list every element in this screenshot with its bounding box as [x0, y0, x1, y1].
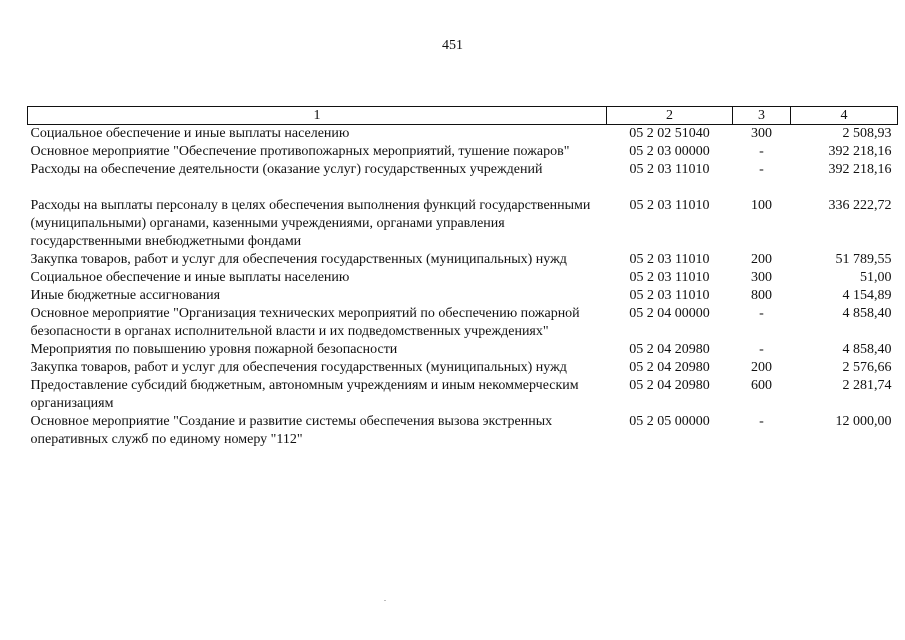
row-name: Мероприятия по повышению уровня пожарной безопасности — [30, 342, 398, 357]
row-code: 05 2 02 51040 — [629, 126, 710, 141]
header-col-type: 3 — [733, 107, 791, 125]
table-row — [28, 143, 898, 161]
page-number: 451 — [442, 38, 463, 53]
row-code: 05 2 04 20980 — [629, 378, 710, 393]
table-row — [28, 125, 898, 144]
row-name: Предоставление субсидий бюджетным, автономным учреждениям и иным некоммерческим организациям — [30, 378, 579, 411]
row-code: 05 2 03 00000 — [629, 144, 710, 159]
row-amount: 4 154,89 — [842, 288, 892, 303]
row-amount: 51 789,55 — [835, 252, 892, 267]
row-name: Закупка товаров, работ и услуг для обеспечения государственных (муниципальных) нужд — [30, 252, 567, 267]
table-row — [28, 413, 898, 449]
row-amount: 392 218,16 — [828, 162, 892, 177]
scan-speck — [384, 600, 386, 601]
row-amount: 4 858,40 — [842, 342, 892, 357]
row-name: Расходы на выплаты персоналу в целях обеспечения выполнения функций государственными (муниципальными) органами, казенными учреждениями, органами управления государственными внебюджетными фондами — [30, 198, 591, 249]
row-code: 05 2 03 11010 — [629, 252, 710, 267]
table-row — [28, 197, 898, 251]
row-type: 300 — [751, 270, 772, 285]
row-amount: 2 281,74 — [842, 378, 892, 393]
row-code: 05 2 05 00000 — [629, 414, 710, 429]
row-amount: 392 218,16 — [828, 144, 892, 159]
row-amount: 51,00 — [860, 270, 892, 285]
row-amount: 2 576,66 — [842, 360, 892, 375]
table-header-row — [28, 107, 898, 125]
row-code: 05 2 03 11010 — [629, 198, 710, 213]
row-amount: 2 508,93 — [842, 126, 892, 141]
header-col-amount: 4 — [791, 107, 898, 125]
row-type: 600 — [751, 378, 772, 393]
row-type: - — [759, 342, 764, 357]
row-name: Расходы на обеспечение деятельности (оказание услуг) государственных учреждений — [30, 162, 543, 177]
table-row — [28, 377, 898, 413]
row-type: 200 — [751, 252, 772, 267]
row-name: Основное мероприятие "Обеспечение противопожарных мероприятий, тушение пожаров" — [30, 144, 570, 159]
budget-table — [27, 106, 898, 449]
row-name: Иные бюджетные ассигнования — [30, 288, 221, 303]
header-col-code: 2 — [607, 107, 733, 125]
row-code: 05 2 03 11010 — [629, 162, 710, 177]
row-code: 05 2 03 11010 — [629, 288, 710, 303]
row-type: 100 — [751, 198, 772, 213]
table-row — [28, 161, 898, 197]
table-row — [28, 359, 898, 377]
table-row — [28, 287, 898, 305]
header-col-name: 1 — [28, 107, 607, 125]
row-type: 300 — [751, 126, 772, 141]
row-code: 05 2 04 20980 — [629, 360, 710, 375]
row-amount: 336 222,72 — [828, 198, 892, 213]
table-row — [28, 341, 898, 359]
row-type: 800 — [751, 288, 772, 303]
row-name: Социальное обеспечение и иные выплаты населению — [30, 126, 350, 141]
row-name: Закупка товаров, работ и услуг для обеспечения государственных (муниципальных) нужд — [30, 360, 567, 375]
row-type: 200 — [751, 360, 772, 375]
table-row — [28, 269, 898, 287]
table-row — [28, 305, 898, 341]
row-type: - — [759, 144, 764, 159]
row-amount: 4 858,40 — [842, 306, 892, 321]
row-type: - — [759, 306, 764, 321]
row-name: Основное мероприятие "Создание и развитие системы обеспечения вызова экстренных оперативных служб по единому номеру "112" — [30, 414, 553, 447]
row-code: 05 2 03 11010 — [629, 270, 710, 285]
row-amount: 12 000,00 — [835, 414, 892, 429]
row-name: Основное мероприятие "Организация технических мероприятий по обеспечению пожарной безопасности в органах исполнительной власти и их подведомственных учреждениях" — [30, 306, 580, 339]
table-row — [28, 251, 898, 269]
row-type: - — [759, 162, 764, 177]
row-code: 05 2 04 20980 — [629, 342, 710, 357]
row-name: Социальное обеспечение и иные выплаты населению — [30, 270, 350, 285]
row-type: - — [759, 414, 764, 429]
row-code: 05 2 04 00000 — [629, 306, 710, 321]
